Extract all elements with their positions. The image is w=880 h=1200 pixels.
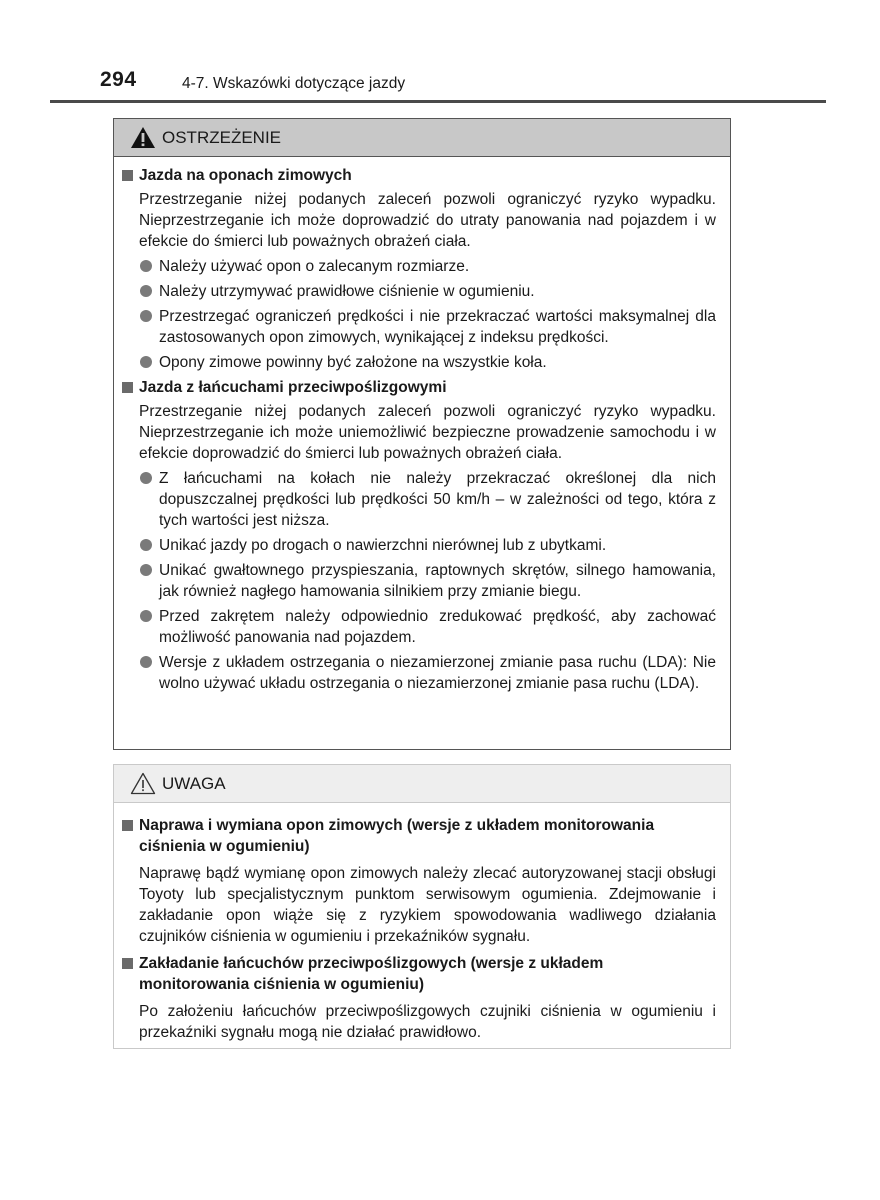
warning-paragraph: Przestrzeganie niżej podanych zaleceń pozwoli ograniczyć ryzyko wypadku. Nieprzestrzeganie ich może uniemożliwić bezpieczne prowadzenie samochodu i w efekcie doprowadzić do śmierci lub poważnych obrażeń ciała. — [139, 403, 716, 462]
list-item: Przed zakrętem należy odpowiednio zredukować prędkość, aby zachować możliwość panowania nad pojazdem. — [140, 606, 716, 648]
bullet-dot-icon — [140, 610, 152, 622]
section-title: 4-7. Wskazówki dotyczące jazdy — [182, 75, 406, 92]
warning-subheading: Jazda na oponach zimowych — [122, 165, 716, 186]
bullet-dot-icon — [140, 656, 152, 668]
bullet-dot-icon — [140, 472, 152, 484]
bullet-dot-icon — [140, 260, 152, 272]
caution-box-header — [114, 765, 730, 803]
warning-box — [113, 118, 731, 750]
list-item: Wersje z układem ostrzegania o niezamierzonej zmianie pasa ruchu (LDA): Nie wolno używać układu ostrzegania o niezamierzonej zmianie pasa ruchu (LDA). — [140, 652, 716, 694]
warning-body — [114, 157, 730, 694]
list-item: Należy używać opon o zalecanym rozmiarze. — [140, 256, 716, 277]
warning-title: OSTRZEŻENIE — [162, 127, 282, 147]
square-bullet-icon — [122, 820, 133, 831]
page-header — [0, 0, 880, 105]
bullet-dot-icon — [140, 285, 152, 297]
bullet-dot-icon — [140, 539, 152, 551]
warning-subheading: Jazda z łańcuchami przeciwpoślizgowymi — [122, 377, 716, 398]
bullet-dot-icon — [140, 564, 152, 576]
list-item: Należy utrzymywać prawidłowe ciśnienie w ogumieniu. — [140, 281, 716, 302]
warning-box-header — [114, 119, 730, 157]
square-bullet-icon — [122, 958, 133, 969]
list-item: Unikać jazdy po drogach o nawierzchni nierównej lub z ubytkami. — [140, 535, 716, 556]
caution-paragraph: Po założeniu łańcuchów przeciwpoślizgowych czujniki ciśnienia w ogumieniu i przekaźniki sygnału mogą nie działać prawidłowo. — [139, 1003, 716, 1041]
caution-triangle-outline-icon — [130, 772, 156, 795]
list-item: Unikać gwałtownego przyspieszania, raptownych skrętów, silnego hamowania, jak również nagłego hamowania silnikiem przy zmianie biegu. — [140, 560, 716, 602]
list-item: Przestrzegać ograniczeń prędkości i nie przekraczać wartości maksymalnej dla zastosowanych opon zimowych, wynikającej z indeksu prędkości. — [140, 306, 716, 348]
list-item: Z łańcuchami na kołach nie należy przekraczać określonej dla nich dopuszczalnej prędkości lub prędkości 50 km/h – w zależności od tego, która z tych wartości jest niższa. — [140, 468, 716, 531]
warning-triangle-icon — [130, 126, 156, 149]
square-bullet-icon — [122, 382, 133, 393]
list-item: Opony zimowe powinny być założone na wszystkie koła. — [140, 352, 716, 373]
warning-paragraph: Przestrzeganie niżej podanych zaleceń pozwoli ograniczyć ryzyko wypadku. Nieprzestrzeganie ich może doprowadzić do utraty panowania nad pojazdem i w efekcie do śmierci lub poważnych obrażeń ciała. — [139, 191, 716, 250]
caution-body — [114, 803, 730, 1043]
square-bullet-icon — [122, 170, 133, 181]
bullet-dot-icon — [140, 356, 152, 368]
caution-subheading: Naprawa i wymiana opon zimowych (wersje z układem monitorowania ciśnienia w ogumieniu) — [122, 815, 716, 857]
caution-box — [113, 764, 731, 1049]
caution-paragraph: Naprawę bądź wymianę opon zimowych należy zlecać autoryzowanej stacji obsługi Toyoty lub specjalistycznym punktom serwisowym ogumienia. Zdejmowanie i zakładanie opon wiąże się z ryzykiem spowodowania wadliwego działania czujników ciśnienia w ogumieniu i przekaźników sygnału. — [139, 865, 716, 945]
bullet-dot-icon — [140, 310, 152, 322]
caution-title: UWAGA — [162, 773, 226, 793]
caution-subheading: Zakładanie łańcuchów przeciwpoślizgowych (wersje z układem monitorowania ciśnienia w ogumieniu) — [122, 953, 716, 995]
page-number: 294 — [100, 68, 137, 91]
header-divider — [50, 100, 826, 103]
